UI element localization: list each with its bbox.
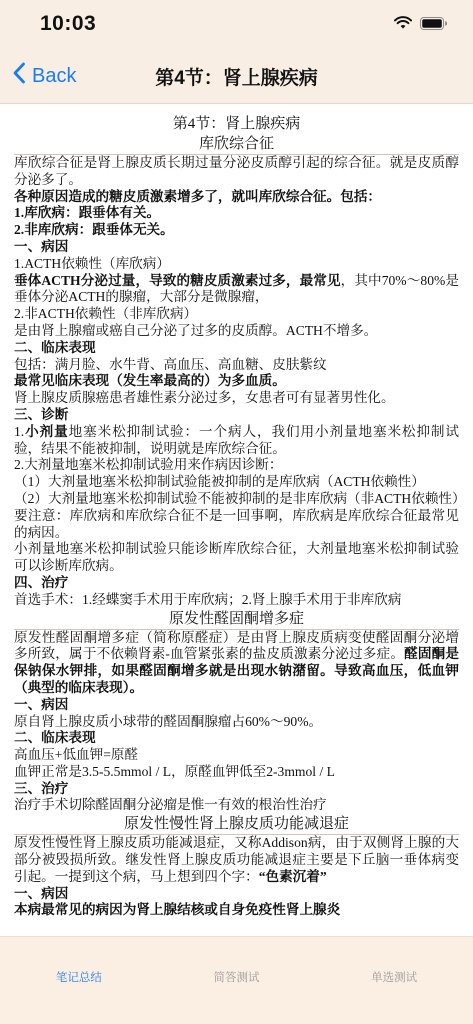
paragraph: 最常见临床表现（发生率最高的）为多血质。 (14, 373, 286, 389)
subheading: 二、临床表现 (14, 339, 96, 355)
paragraph: 2.非库欣病：跟垂体无关。 (14, 222, 174, 238)
paragraph: 要注意：库欣病和库欣综合征不是一回事啊，库欣病是库欣综合征最常见的病因。 (14, 507, 459, 540)
status-icons (394, 16, 447, 30)
bold-text: 垂体ACTH分泌过量，导致的糖皮质激素过多，最常见 (14, 272, 341, 288)
text: 原发性醛固酮增多症（简称原醛症） (14, 629, 237, 645)
bold-text: “色素沉着” (258, 868, 327, 884)
subheading: 一、病因 (14, 696, 69, 712)
tab-short-answer-test[interactable]: 简答测试 (213, 972, 260, 984)
navigation-bar (0, 48, 473, 104)
text: 原发性慢性肾上腺皮质功能减退症，又称Addison病，由于双侧肾上腺的大部分被毁损所致。继发性肾上腺皮质功能减退症主要是下丘脑一垂体病变引起。一提到这个病，马上想到四个字： (14, 835, 459, 884)
section-title-aldosteronism: 原发性醛固酮增多症 (14, 609, 459, 630)
tab-notes-summary[interactable]: 笔记总结 (55, 972, 102, 984)
text: 地塞米松抑制试验：一个病人，我们用小剂量地塞米松抑制试验，结果不能被抑制，说明就是库欣综合征。 (14, 423, 460, 456)
paragraph: 2.非ACTH依赖性（非库欣病） (14, 306, 198, 322)
text: 1. (14, 423, 25, 439)
paragraph (14, 273, 459, 307)
paragraph (14, 835, 459, 885)
note-content[interactable] (0, 104, 473, 936)
subheading: 三、诊断 (14, 406, 69, 422)
wifi-icon (394, 16, 412, 30)
paragraph: 1.ACTH依赖性（库欣病） (14, 255, 170, 271)
bold-text: 醛固酮是保钠保水钾排，如果醛固酮增多就是出现水钠潴留。导致高血压，低血钾（典型的临床表现）。 (14, 646, 459, 695)
paragraph: （2）大剂量地塞米松抑制试验不能被抑制的是非库欣病（非ACTH依赖性） (14, 490, 466, 506)
paragraph (14, 630, 459, 697)
subheading: 一、病因 (14, 238, 69, 254)
paragraph: 是由肾上腺瘤或癌自己分泌了过多的皮质醇。ACTH不增多。 (14, 322, 378, 338)
paragraph: 2.大剂量地塞米松抑制试验用来作病因诊断： (14, 457, 283, 473)
section-title-addison: 原发性慢性肾上腺皮质功能减退症 (14, 814, 459, 835)
paragraph: 小剂量地塞米松抑制试验只能诊断库欣综合征，大剂量地塞米松抑制试验可以诊断库欣病。 (14, 541, 459, 574)
paragraph: 治疗手术切除醛固酮分泌瘤是惟一有效的根治性治疗 (14, 797, 327, 813)
back-button[interactable] (12, 62, 76, 90)
tab-single-choice-test[interactable]: 单选测试 (371, 972, 418, 984)
text: ，其中70%～80%是垂体分泌ACTH的腺瘤，大部分是微腺瘤， (14, 272, 459, 305)
chevron-left-icon (12, 62, 26, 90)
page-title: 第4节：肾上腺疾病 (155, 68, 318, 89)
tab-bar (0, 936, 473, 1024)
paragraph: 原自肾上腺皮质小球带的醛固酮腺瘤占60%～90%。 (14, 713, 323, 729)
paragraph: （1）大剂量地塞米松抑制试验能被抑制的是库欣病（ACTH依赖性） (14, 474, 425, 490)
subheading: 四、治疗 (14, 574, 69, 590)
paragraph: 各种原因造成的糖皮质激素增多了，就叫库欣综合征。包括： (14, 188, 382, 204)
paragraph: 包括：满月脸、水牛背、高血压、高血糖、皮肤紫纹 (14, 356, 327, 372)
status-time: 10:03 (40, 12, 97, 35)
paragraph: 肾上腺皮质腺癌患者雄性素分泌过多，女患者可有显著男性化。 (14, 390, 395, 406)
back-label: Back (32, 64, 77, 87)
paragraph: 1.库欣病：跟垂体有关。 (14, 205, 161, 221)
doc-title: 第4节：肾上腺疾病 (172, 116, 301, 132)
subheading: 二、临床表现 (14, 730, 96, 746)
paragraph: 高血压+低血钾=原醛 (14, 747, 139, 763)
paragraph: 本病最常见的病因为肾上腺结核或自身免疫性肾上腺炎 (14, 902, 341, 918)
section-title-cushing: 库欣综合征 (14, 134, 459, 155)
paragraph: 首选手术：1.经蝶窦手术用于库欣病；2.肾上腺手术用于非库欣病 (14, 591, 402, 607)
subheading: 一、病因 (14, 885, 69, 901)
paragraph: 血钾正常是3.5-5.5mmol / L，原醛血钾低至2-3mmol / L (14, 763, 335, 779)
text: 是由肾上腺皮质病变使醛固酮分泌增多所致，属于不依赖肾素-血管紧张素的盐皮质激素分泌过多症。 (14, 629, 460, 662)
paragraph (14, 424, 459, 458)
status-bar (0, 0, 473, 48)
bold-text: 小剂量 (24, 423, 69, 439)
subheading: 三、治疗 (14, 780, 69, 796)
paragraph: 库欣综合征是肾上腺皮质长期过量分泌皮质醇引起的综合征。就是皮质醇分泌多了。 (14, 155, 459, 187)
battery-icon (420, 17, 447, 30)
